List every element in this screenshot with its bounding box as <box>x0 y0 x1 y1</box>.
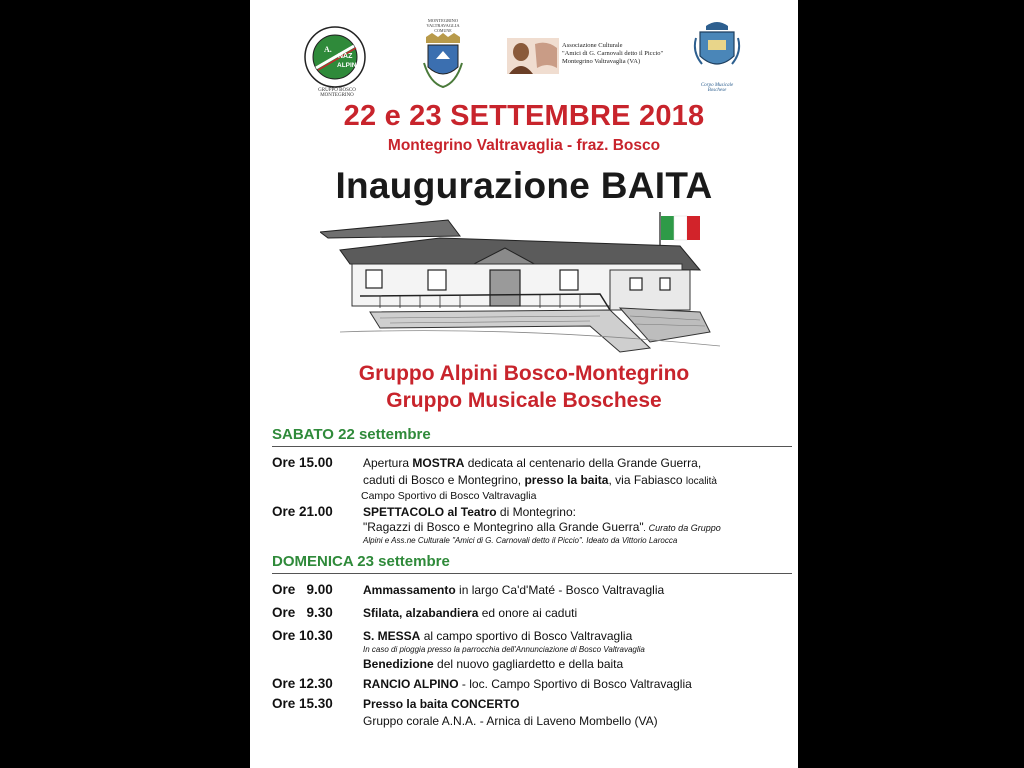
sunday-event-1 <box>272 582 792 600</box>
text-bold: Benedizione <box>363 657 434 671</box>
saturday-event-1 <box>272 455 792 505</box>
event-time: Ore 21.00 <box>272 504 333 519</box>
associazione-logo <box>507 38 559 74</box>
text: - loc. Campo Sportivo di Bosco Valtravaglia <box>458 677 692 691</box>
sunday-event-5 <box>272 696 792 732</box>
saturday-heading: SABATO 22 settembre <box>272 426 431 443</box>
text: "Ragazzi di Bosco e Montegrino alla Grande Guerra" <box>363 520 644 534</box>
text-bold: RANCIO ALPINO <box>363 677 459 691</box>
event-time: Ore 9.30 <box>272 605 333 620</box>
event-line-3: Alpini e Ass.ne Culturale "Amici di G. Carnovali detto il Piccio". Ideato da Vittorio Larocca <box>363 536 678 545</box>
event-line-2: Gruppo corale A.N.A. - Arnica di Laveno Mombello (VA) <box>363 714 658 728</box>
poster <box>250 0 798 768</box>
ana-logo <box>304 26 366 88</box>
event-time: Ore 10.30 <box>272 628 333 643</box>
text: al campo sportivo di Bosco Valtravaglia <box>420 629 633 643</box>
event-time: Ore 9.00 <box>272 582 333 597</box>
associazione-line2: "Amici di G. Carnovali detto il Piccio" <box>562 50 664 57</box>
event-desc <box>363 697 793 711</box>
main-title: Inaugurazione BAITA <box>335 165 713 206</box>
svg-text:ALPINI: ALPINI <box>337 62 359 69</box>
event-line-1 <box>363 505 793 519</box>
event-desc <box>363 677 793 691</box>
text: in largo Ca'd'Maté - Bosco Valtravaglia <box>455 583 665 597</box>
sunday-event-4 <box>272 676 792 694</box>
baita-house-icon <box>320 208 730 358</box>
organizer-musicale: Gruppo Musicale Boschese <box>386 389 662 412</box>
text-bold: MOSTRA <box>412 456 465 470</box>
portrait-icon <box>507 38 559 74</box>
event-desc <box>363 583 793 597</box>
text: Apertura <box>363 456 413 470</box>
sunday-divider <box>272 573 792 574</box>
event-line-3: Campo Sportivo di Bosco Valtravaglia <box>361 490 537 502</box>
event-note: In caso di pioggia presso la parrocchia dell'Annunciazione di Bosco Valtravaglia <box>363 645 645 654</box>
coat-of-arms-icon <box>418 33 468 91</box>
event-time: Ore 15.30 <box>272 696 333 711</box>
text: del nuovo gagliardetto e della baita <box>433 657 624 671</box>
text-bold: S. MESSA <box>363 629 421 643</box>
text: di Montegrino: <box>496 505 576 519</box>
text: , via Fabiasco <box>608 473 686 487</box>
sunday-heading: DOMENICA 23 settembre <box>272 553 450 570</box>
svg-text:NAZ: NAZ <box>338 53 353 60</box>
text-bold: presso la baita <box>524 473 609 487</box>
organizer-alpini: Gruppo Alpini Bosco-Montegrino <box>358 362 690 385</box>
comune-sub: COMUNE <box>434 28 452 33</box>
sunday-event-2 <box>272 605 792 623</box>
text: dedicata al centenario della Grande Guerra, <box>464 456 702 470</box>
saturday-event-2 <box>272 504 792 550</box>
text-italic: . Curato da Gruppo <box>643 523 721 533</box>
banda-motto: Corpo Musicale Boschese <box>700 83 734 93</box>
comune-logo <box>418 18 468 90</box>
banda-logo <box>692 18 742 93</box>
text: ed onore ai caduti <box>478 606 578 620</box>
text-bold: Ammassamento <box>363 583 456 597</box>
date-title: 22 e 23 SETTEMBRE 2018 <box>343 100 705 132</box>
associazione-line1: Associazione Culturale <box>562 42 623 49</box>
sunday-event-3 <box>272 628 792 674</box>
event-line-1 <box>363 456 793 470</box>
event-line-2 <box>363 520 793 534</box>
associazione-line3: Montegrino Valtravaglia (VA) <box>562 58 641 65</box>
text-bold: SPETTACOLO al Teatro <box>363 505 497 519</box>
location-subtitle: Montegrino Valtravaglia - fraz. Bosco <box>387 137 661 154</box>
event-desc <box>363 629 793 643</box>
event-extra <box>363 657 793 671</box>
event-desc <box>363 606 793 620</box>
event-time: Ore 15.00 <box>272 455 333 470</box>
ana-emblem-icon <box>304 26 366 88</box>
text-bold: Sfilata, alzabandiera <box>363 606 479 620</box>
text: località <box>685 476 717 487</box>
text-bold: Presso la baita CONCERTO <box>363 697 520 711</box>
text: caduti di Bosco e Montegrino, <box>363 473 525 487</box>
event-time: Ore 12.30 <box>272 676 333 691</box>
saturday-divider <box>272 446 792 447</box>
baita-illustration <box>320 208 730 358</box>
event-line-2 <box>363 473 793 487</box>
ana-logo-ring-text: GRUPPO BOSCO MONTEGRINO <box>318 88 356 98</box>
banda-crest-icon <box>692 18 742 78</box>
comune-label: MONTEGRINO VALTRAVAGLIA <box>426 18 460 28</box>
svg-text:A.: A. <box>324 45 332 54</box>
